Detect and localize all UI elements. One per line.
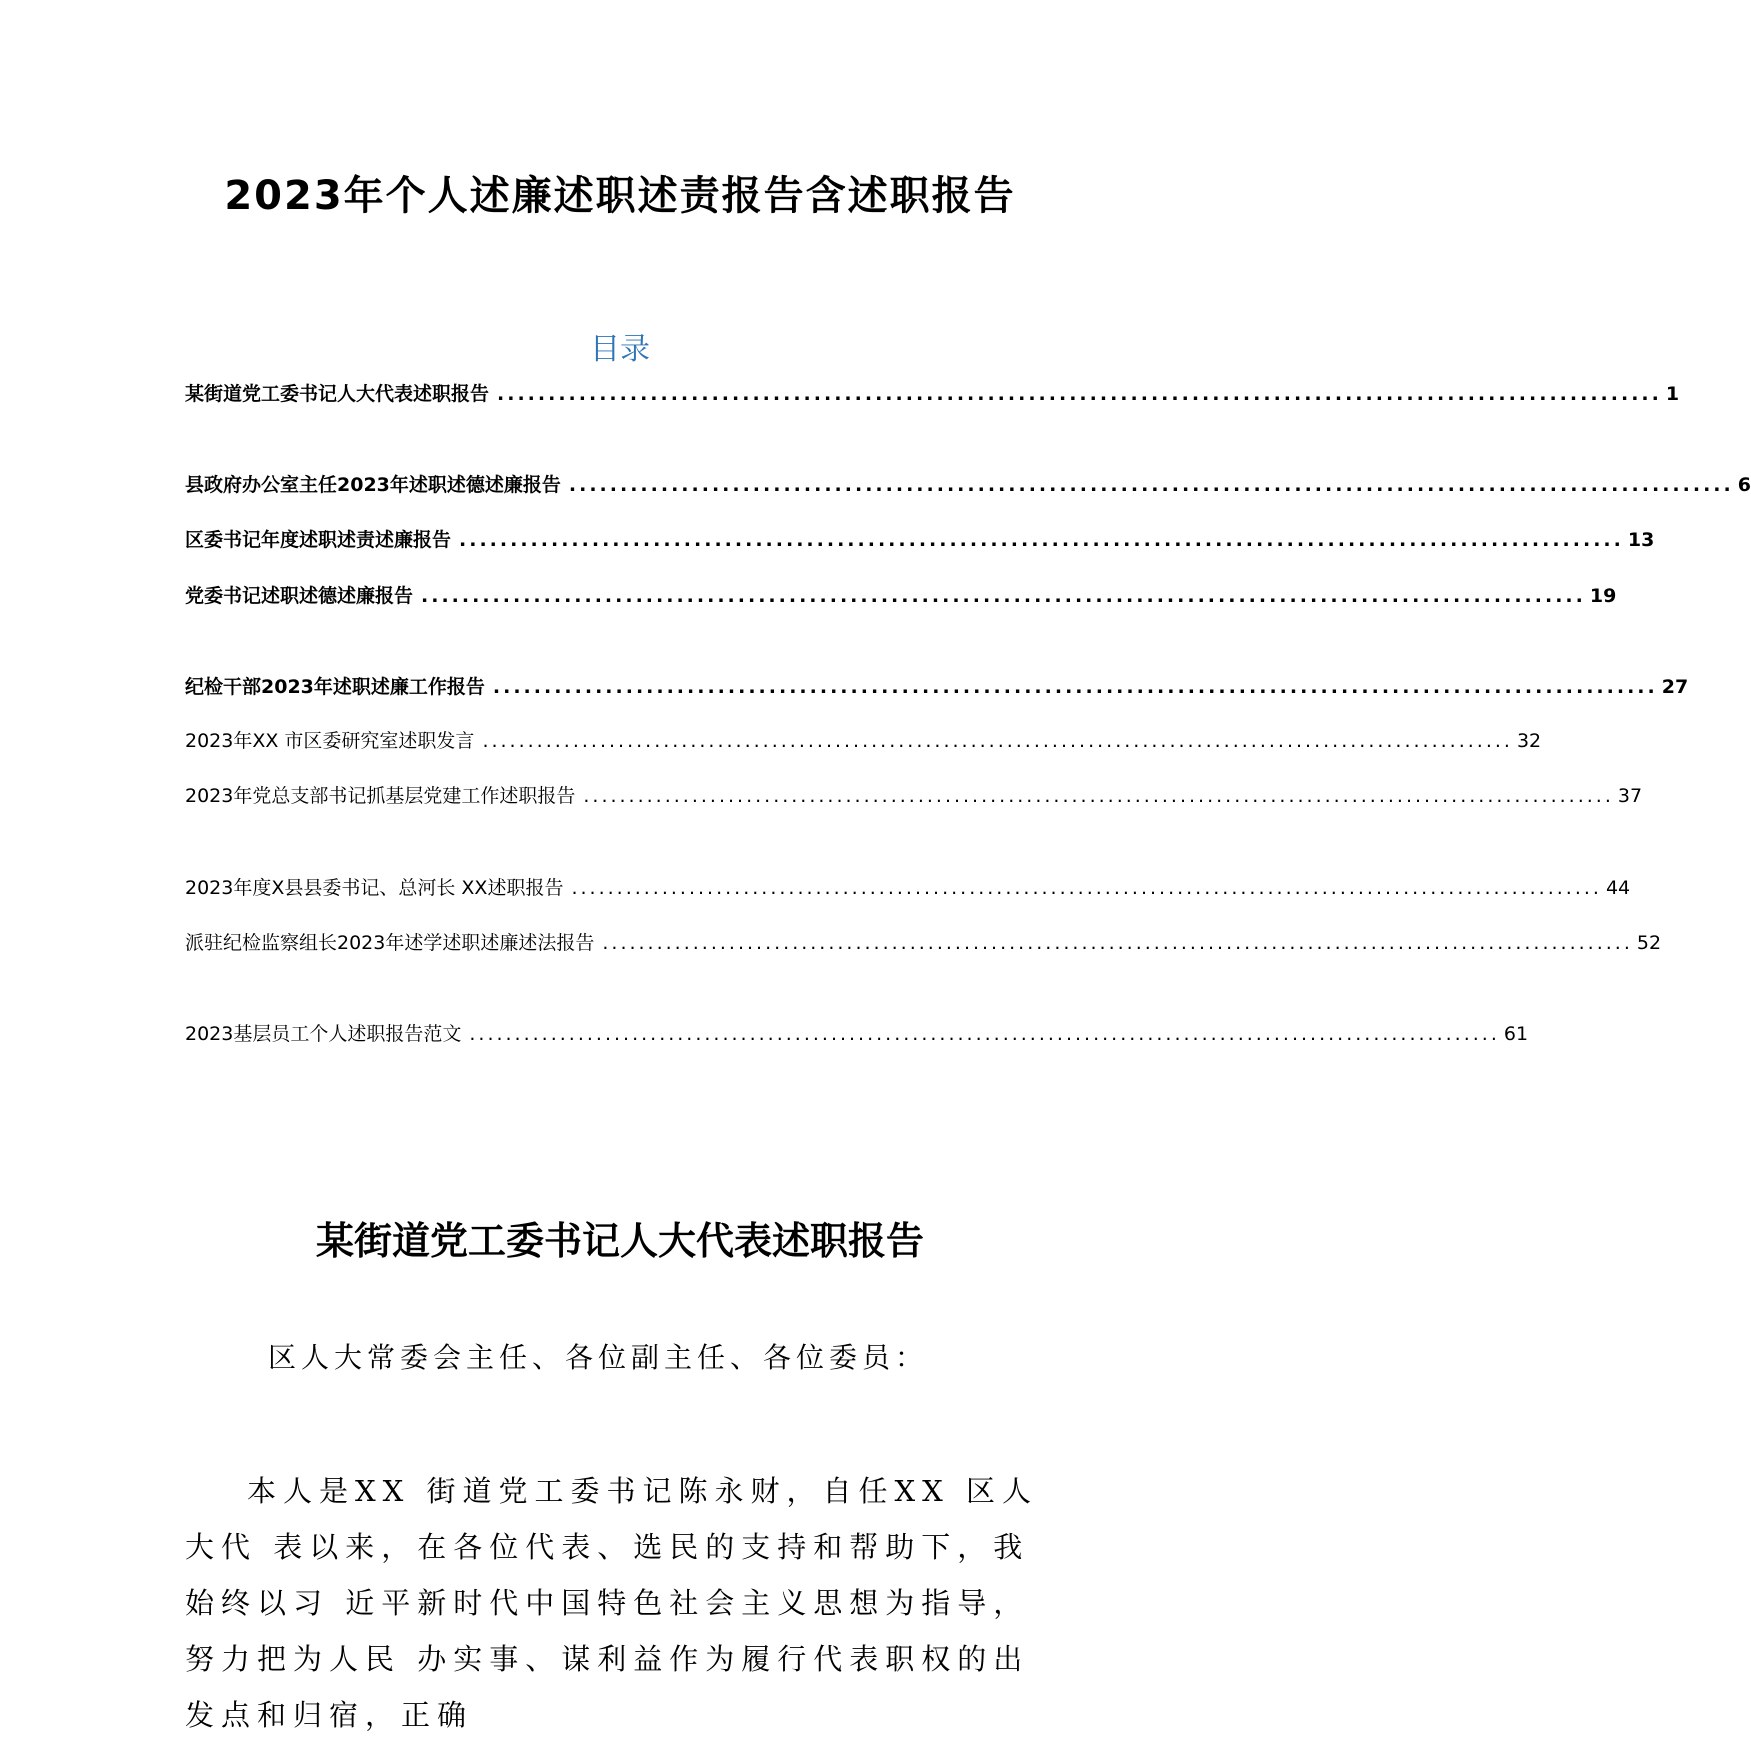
toc-entry-page: 61 — [1503, 1023, 1529, 1045]
toc-leader-dots: .................................................................................................................. — [459, 529, 1624, 551]
toc-entry-4[interactable] — [185, 580, 1617, 610]
toc-entry-page: 19 — [1589, 585, 1617, 607]
toc-entry-page: 1 — [1665, 383, 1680, 405]
toc-heading: 目录 — [590, 332, 650, 367]
document-title: 2023年个人述廉述职述责报告含述职报告 — [224, 173, 1016, 219]
salutation: 区人大常委会主任、各位副主任、各位委员： — [268, 1341, 929, 1374]
toc-entry-8[interactable] — [185, 872, 1631, 902]
toc-leader-dots: .................................................................................................................. — [583, 785, 1614, 807]
toc-entry-page: 13 — [1627, 529, 1655, 551]
toc-entry-label: 纪检干部2023年述职述廉工作报告 — [185, 676, 485, 698]
toc-entry-page: 32 — [1516, 730, 1542, 752]
toc-entry-7[interactable] — [185, 780, 1643, 810]
toc-entry-page: 6 — [1737, 474, 1751, 496]
toc-entry-9[interactable] — [185, 927, 1662, 957]
toc-leader-dots: .................................................................................................................. — [492, 676, 1658, 698]
toc-leader-dots: .................................................................................................................. — [568, 474, 1734, 496]
toc-leader-dots: .................................................................................................................. — [469, 1023, 1500, 1045]
toc-leader-dots: .................................................................................................................. — [602, 932, 1633, 954]
toc-entry-label: 2023年XX 市区委研究室述职发言 — [185, 730, 475, 752]
toc-leader-dots: .................................................................................................................. — [421, 585, 1586, 607]
toc-entry-label: 派驻纪检监察组长2023年述学述职述廉述法报告 — [185, 932, 595, 954]
toc-entry-label: 2023基层员工个人述职报告范文 — [185, 1023, 462, 1045]
toc-entry-10[interactable] — [185, 1018, 1529, 1048]
toc-entry-label: 2023年党总支部书记抓基层党建工作述职报告 — [185, 785, 576, 807]
toc-entry-page: 37 — [1617, 785, 1643, 807]
toc-entry-label: 县政府办公室主任2023年述职述德述廉报告 — [185, 474, 561, 496]
toc-entry-6[interactable] — [185, 725, 1542, 755]
toc-entry-3[interactable] — [185, 524, 1655, 554]
toc-entry-label: 区委书记年度述职述责述廉报告 — [185, 529, 452, 551]
toc-leader-dots: .................................................................................................................. — [482, 730, 1513, 752]
toc-leader-dots: .................................................................................................................. — [497, 383, 1662, 405]
toc-entry-2[interactable] — [185, 469, 1751, 499]
toc-entry-1[interactable] — [185, 378, 1680, 408]
toc-entry-label: 党委书记述职述德述廉报告 — [185, 585, 414, 607]
body-paragraph: 本人是XX 街道党工委书记陈永财，自任XX 区人大代 表以来，在各位代表、选民的支持和帮助下，我始终以习 近平新时代中国特色社会主义思想为指导，努力把为人民 办实事、谋利益作为履行代表职权的出发点和归宿，正确 — [185, 1474, 1039, 1732]
toc-entry-label: 某街道党工委书记人大代表述职报告 — [185, 383, 490, 405]
toc-entry-5[interactable] — [185, 671, 1689, 701]
toc-entry-page: 27 — [1661, 676, 1689, 698]
toc-entry-label: 2023年度X县县委书记、总河长 XX述职报告 — [185, 877, 564, 899]
toc-leader-dots: .................................................................................................................. — [571, 877, 1602, 899]
toc-entry-page: 44 — [1605, 877, 1631, 899]
toc-entry-page: 52 — [1636, 932, 1662, 954]
section-title: 某街道党工委书记人大代表述职报告 — [315, 1219, 924, 1263]
